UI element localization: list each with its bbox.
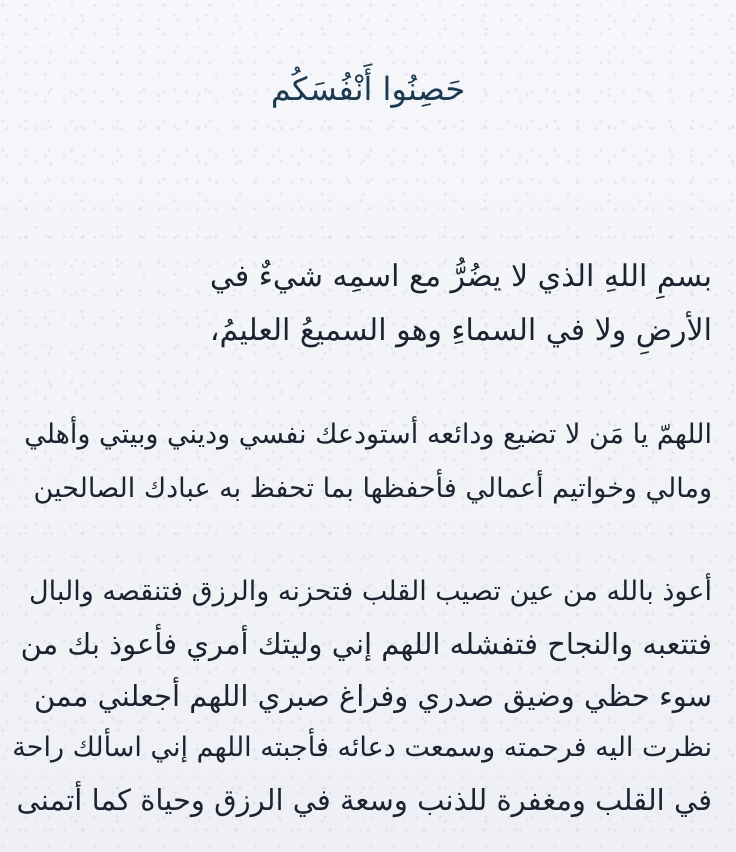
text-line: سوء حظي وضيق صدري وفراغ صبري اللهم أجعلني ممن (33, 679, 712, 713)
text-line: فتتعبه والنجاح فتفشله اللهم إني وليتك أمري فأعوذ بك من (20, 627, 712, 661)
page-title: حَصِنُوا أَنْفُسَكُم (270, 70, 466, 108)
text-line: بسمِ اللهِ الذي لا يضُرُّ مع اسمِه شيءٌ في (209, 259, 712, 294)
text-line: الأرضِ ولا في السماءِ وهو السميعُ العليمُ، (209, 313, 712, 348)
paragraph-basmala-dua (12, 250, 712, 358)
paragraph-protection-dua (12, 566, 712, 826)
paragraph-istida-dua (12, 408, 712, 516)
text-line: ومالي وخواتيم أعمالي فأحفظها بما تحفظ به عبادك الصالحين (33, 473, 712, 504)
text-line: أعوذ بالله من عين تصيب القلب فتحزنه والرزق فتنقصه والبال (29, 576, 712, 607)
text-line: في القلب ومغفرة للذنب وسعة في الرزق وحياة كما أتمنى (16, 783, 712, 817)
text-line: نظرت اليه فرحمته وسمعت دعائه فأجبته اللهم إني اسألك راحة (12, 732, 712, 763)
text-line: اللهمّ يا مَن لا تضيع ودائعه أستودعك نفسي وديني وبيتي وأهلي (24, 419, 712, 450)
